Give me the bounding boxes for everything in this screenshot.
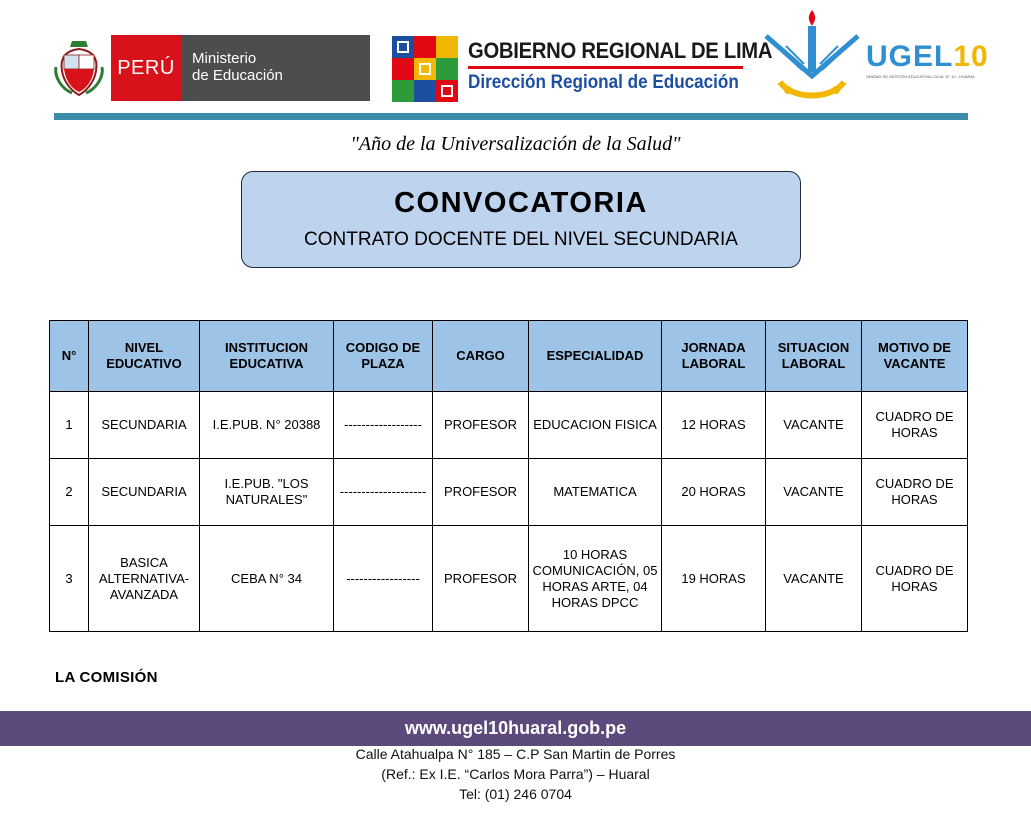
ugel-wordmark	[866, 40, 989, 74]
header-nivel-educativo: NIVEL EDUCATIVO	[89, 321, 200, 392]
cell-numero: 2	[50, 459, 89, 526]
table-header-row	[50, 321, 968, 392]
header-codigo-de-plaza: CODIGO DE PLAZA	[334, 321, 433, 392]
cell-institucion-educativa: I.E.PUB. "LOS NATURALES"	[200, 459, 334, 526]
cell-numero: 1	[50, 392, 89, 459]
ugel-book-torch-icon	[762, 6, 862, 104]
coat-of-arms-icon	[52, 37, 106, 99]
cell-jornada-laboral: 19 HORAS	[662, 526, 766, 632]
header-jornada-laboral: JORNADA LABORAL	[662, 321, 766, 392]
header-motivo-de-vacante: MOTIVO DE VACANTE	[862, 321, 968, 392]
cell-nivel-educativo: SECUNDARIA	[89, 392, 200, 459]
cell-motivo-de-vacante: CUADRO DE HORAS	[862, 526, 968, 632]
cell-nivel-educativo: SECUNDARIA	[89, 459, 200, 526]
signature-label: LA COMISIÓN	[55, 669, 158, 686]
ministerio-name	[181, 35, 370, 101]
convocatoria-title-box	[241, 171, 801, 268]
header-especialidad: ESPECIALIDAD	[529, 321, 662, 392]
cell-cargo: PROFESOR	[433, 392, 529, 459]
gobierno-regional-logo-icon	[392, 36, 458, 102]
year-slogan: "Año de la Universalización de la Salud"	[350, 133, 681, 155]
ministerio-line2: de Educación	[192, 67, 283, 84]
table-row	[50, 526, 968, 632]
direccion-regional-subtitle: Dirección Regional de Educación	[468, 72, 739, 93]
cell-codigo-de-plaza: ------------------	[334, 392, 433, 459]
header-institucion-educativa: INSTITUCION EDUCATIVA	[200, 321, 334, 392]
address-line-1: Calle Atahualpa N° 185 – C.P San Martin de Porres	[355, 746, 676, 762]
header-cargo: CARGO	[433, 321, 529, 392]
vacancies-table	[49, 320, 968, 632]
cell-nivel-educativo: BASICA ALTERNATIVA-AVANZADA	[89, 526, 200, 632]
cell-numero: 3	[50, 526, 89, 632]
cell-cargo: PROFESOR	[433, 526, 529, 632]
cell-situacion-laboral: VACANTE	[766, 526, 862, 632]
table-row	[50, 459, 968, 526]
peru-label: PERÚ	[111, 35, 181, 101]
cell-situacion-laboral: VACANTE	[766, 459, 862, 526]
cell-especialidad: 10 HORAS COMUNICACIÓN, 05 HORAS ARTE, 04 HORAS DPCC	[529, 526, 662, 632]
cell-institucion-educativa: CEBA N° 34	[200, 526, 334, 632]
cell-institucion-educativa: I.E.PUB. N° 20388	[200, 392, 334, 459]
website-link[interactable]: www.ugel10huaral.gob.pe	[0, 711, 1031, 746]
cell-especialidad: MATEMATICA	[529, 459, 662, 526]
address-line-2: (Ref.: Ex I.E. “Carlos Mora Parra”) – Huaral	[381, 766, 650, 782]
page-subtitle: CONTRATO DOCENTE DEL NIVEL SECUNDARIA	[304, 229, 738, 250]
ministerio-line1: Ministerio	[192, 50, 257, 67]
gobierno-divider	[468, 66, 743, 69]
cell-especialidad: EDUCACION FISICA	[529, 392, 662, 459]
header-numero: N°	[50, 321, 89, 392]
cell-codigo-de-plaza: --------------------	[334, 459, 433, 526]
cell-situacion-laboral: VACANTE	[766, 392, 862, 459]
ugel-subtitle: UNIDAD DE GESTIÓN EDUCATIVA LOCAL N° 10 - HUARAL	[866, 74, 976, 79]
cell-jornada-laboral: 12 HORAS	[662, 392, 766, 459]
ministerio-logo	[52, 35, 370, 101]
page-title: CONVOCATORIA	[394, 187, 648, 219]
table-row	[50, 392, 968, 459]
ugel-number: 10	[953, 40, 989, 73]
ugel-prefix: UGEL	[866, 40, 954, 73]
cell-motivo-de-vacante: CUADRO DE HORAS	[862, 392, 968, 459]
cell-cargo: PROFESOR	[433, 459, 529, 526]
header-situacion-laboral: SITUACION LABORAL	[766, 321, 862, 392]
header-divider	[54, 113, 968, 120]
cell-codigo-de-plaza: -----------------	[334, 526, 433, 632]
cell-jornada-laboral: 20 HORAS	[662, 459, 766, 526]
phone-number: Tel: (01) 246 0704	[459, 786, 572, 802]
gobierno-regional-title: GOBIERNO REGIONAL DE LIMA	[468, 38, 773, 63]
cell-motivo-de-vacante: CUADRO DE HORAS	[862, 459, 968, 526]
